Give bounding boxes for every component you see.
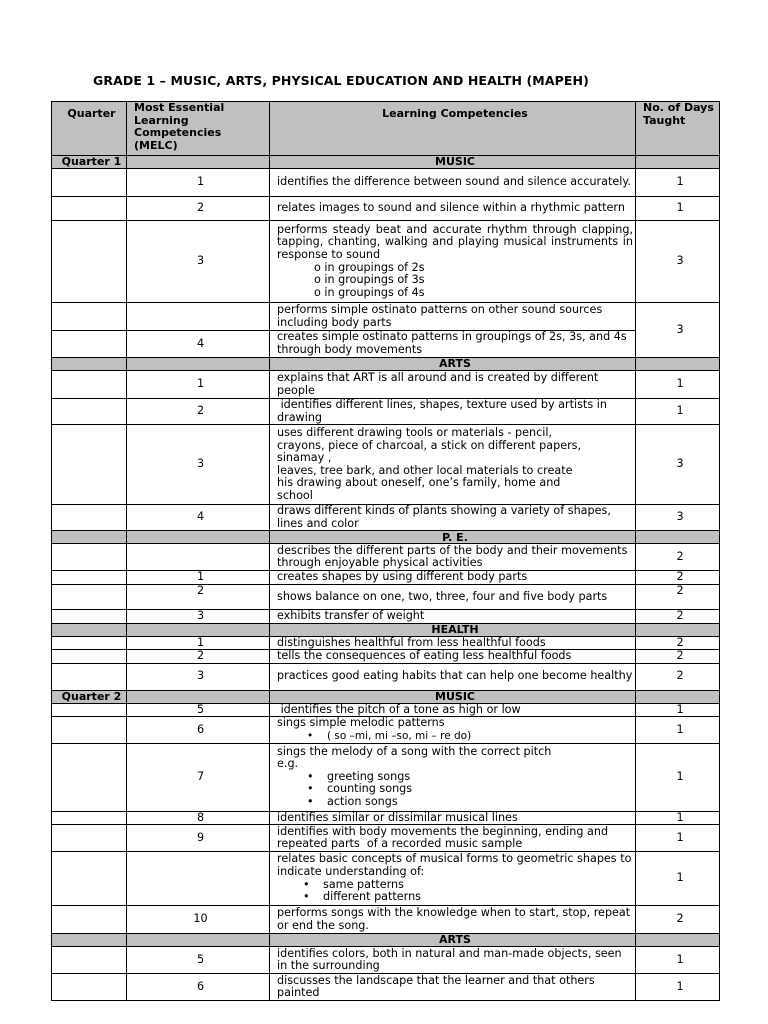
table-row — [52, 584, 720, 609]
section-row-health — [52, 623, 720, 636]
sub-item: • greeting songs — [327, 771, 555, 784]
table-row — [52, 571, 720, 585]
melc-number: 1 — [127, 371, 270, 399]
days-value: 3 — [636, 425, 720, 505]
section-row-arts-q2 — [52, 934, 720, 947]
competency-text: relates images to sound and silence within a rhythmic pattern — [270, 197, 636, 221]
header-melc: Most Essential Learning Competencies (MELC) — [127, 102, 270, 156]
section-label: ARTS — [270, 358, 636, 371]
competency-text — [270, 425, 636, 505]
competency-main: sings the melody of a song with the correct pitch e.g. — [277, 744, 552, 771]
competency-text: identifies different lines, shapes, texture used by artists in drawing — [270, 399, 636, 425]
days-value: 3 — [636, 221, 720, 303]
sub-item: • same patterns — [323, 879, 633, 892]
section-label: MUSIC — [270, 690, 636, 703]
table-row — [52, 425, 720, 505]
header-days: No. of Days Taught — [636, 102, 720, 156]
table-row — [52, 331, 720, 358]
days-value: 1 — [636, 169, 720, 197]
sub-list — [277, 771, 555, 809]
days-value: 1 — [636, 811, 720, 825]
competency-text: discusses the landscape that the learner and that others painted — [270, 974, 636, 1001]
melc-number: 3 — [127, 221, 270, 303]
table-row — [52, 169, 720, 197]
sub-list — [277, 730, 633, 743]
table-header-row — [52, 102, 720, 156]
competency-text: exhibits transfer of weight — [270, 609, 636, 623]
table-row — [52, 703, 720, 717]
section-row-pe — [52, 531, 720, 544]
days-value: 2 — [636, 663, 720, 690]
table-row — [52, 906, 720, 934]
melc-number: 7 — [127, 743, 270, 811]
table-row — [52, 303, 720, 331]
document-title: GRADE 1 – MUSIC, ARTS, PHYSICAL EDUCATION AND HEALTH (MAPEH) — [93, 73, 589, 88]
melc-number: 6 — [127, 974, 270, 1001]
melc-number: 3 — [127, 425, 270, 505]
days-value: 1 — [636, 743, 720, 811]
competency-text: shows balance on one, two, three, four and five body parts — [270, 584, 636, 609]
competency-main: sings simple melodic patterns — [277, 716, 445, 730]
days-value: 1 — [636, 974, 720, 1001]
competency-text: tells the consequences of eating less healthful foods — [270, 650, 636, 664]
days-value: 2 — [636, 544, 720, 571]
table-row — [52, 197, 720, 221]
table-row — [52, 221, 720, 303]
melc-number: 8 — [127, 811, 270, 825]
table-row — [52, 371, 720, 399]
competency-text: identifies the difference between sound and silence accurately. — [270, 169, 636, 197]
competency-text: draws different kinds of plants showing a variety of shapes, lines and color — [270, 505, 636, 531]
days-value: 2 — [636, 571, 720, 585]
section-row-music — [52, 156, 720, 169]
section-row-arts — [52, 358, 720, 371]
competency-main: uses different drawing tools or materials - pencil, crayons, piece of charcoal, a stick on different papers, sinamay , — [277, 425, 582, 465]
table-row — [52, 650, 720, 664]
melc-number: 10 — [127, 906, 270, 934]
days-value: 2 — [636, 636, 720, 650]
competency-text: identifies colors, both in natural and man-made objects, seen in the surrounding — [270, 947, 636, 974]
melc-number: 2 — [127, 399, 270, 425]
sub-item: • action songs — [327, 796, 555, 809]
melc-number: 4 — [127, 331, 270, 358]
section-row-music-q2 — [52, 690, 720, 703]
melc-number: 5 — [127, 703, 270, 717]
table-row — [52, 974, 720, 1001]
competency-text — [270, 743, 636, 811]
table-row — [52, 663, 720, 690]
melc-number: 9 — [127, 825, 270, 852]
table-row — [52, 743, 720, 811]
sub-item: • counting songs — [327, 783, 555, 796]
competency-text: describes the different parts of the body and their movements through enjoyable physical activities — [270, 544, 636, 571]
competency-text — [270, 852, 636, 906]
section-label: MUSIC — [270, 156, 636, 169]
melc-number: 3 — [127, 663, 270, 690]
days-value: 2 — [636, 584, 720, 609]
competency-text: performs simple ostinato patterns on other sound sources including body parts — [270, 303, 636, 331]
header-quarter: Quarter — [52, 102, 127, 156]
competency-main: relates basic concepts of musical forms to geometric shapes to indicate understanding of: — [277, 852, 632, 879]
melc-table — [51, 101, 720, 1001]
section-label: HEALTH — [270, 623, 636, 636]
competency-text: identifies with body movements the beginning, ending and repeated parts of a recorded music sample — [270, 825, 636, 852]
competency-text — [270, 221, 636, 303]
days-value: 1 — [636, 825, 720, 852]
melc-number: 1 — [127, 636, 270, 650]
days-value: 2 — [636, 906, 720, 934]
days-value: 1 — [636, 197, 720, 221]
competency-text: creates simple ostinato patterns in groupings of 2s, 3s, and 4s through body movements — [270, 331, 636, 358]
table-row — [52, 609, 720, 623]
table-row — [52, 811, 720, 825]
days-value: 1 — [636, 717, 720, 743]
header-competencies: Learning Competencies — [270, 102, 636, 156]
melc-number: 3 — [127, 609, 270, 623]
table-row — [52, 717, 720, 743]
quarter-label: Quarter 2 — [52, 690, 127, 703]
days-value: 2 — [636, 609, 720, 623]
days-value: 2 — [636, 650, 720, 664]
melc-number: 1 — [127, 169, 270, 197]
section-label: P. E. — [270, 531, 636, 544]
competency-text: identifies similar or dissimilar musical lines — [270, 811, 636, 825]
competency-text: practices good eating habits that can help one become healthy — [270, 663, 636, 690]
melc-number: 5 — [127, 947, 270, 974]
table-row — [52, 399, 720, 425]
table-row — [52, 852, 720, 906]
table-row — [52, 947, 720, 974]
sub-item: o in groupings of 4s — [314, 285, 425, 299]
melc-number: 1 — [127, 571, 270, 585]
sub-item: o in groupings of 3s — [314, 273, 425, 287]
days-value: 3 — [636, 303, 720, 358]
melc-number: 4 — [127, 505, 270, 531]
table-row — [52, 636, 720, 650]
competency-text: distinguishes healthful from less healthful foods — [270, 636, 636, 650]
sub-item: • different patterns — [323, 891, 633, 904]
days-value: 1 — [636, 371, 720, 399]
sub-item: • ( so –mi, mi –so, mi – re do) — [327, 730, 633, 743]
table-row — [52, 825, 720, 852]
table-row — [52, 505, 720, 531]
melc-number: 2 — [127, 650, 270, 664]
competency-text — [270, 717, 636, 743]
competency-text: performs songs with the knowledge when to start, stop, repeat or end the song. — [270, 906, 636, 934]
competency-main: performs steady beat and accurate rhythm through clapping, tapping, chanting, walking and playing musical instruments in response to sound — [277, 222, 633, 261]
sub-list — [277, 879, 633, 904]
days-value: 1 — [636, 852, 720, 906]
competency-text: identifies the pitch of a tone as high or low — [270, 703, 636, 717]
days-value: 1 — [636, 947, 720, 974]
melc-number: 2 — [127, 584, 270, 609]
competency-continued: leaves, tree bark, and other local materials to create his drawing about oneself, one’s family, home and school — [277, 463, 573, 502]
melc-number: 6 — [127, 717, 270, 743]
melc-number: 2 — [127, 197, 270, 221]
competency-text: explains that ART is all around and is created by different people — [270, 371, 636, 399]
competency-text: creates shapes by using different body parts — [270, 571, 636, 585]
section-label: ARTS — [270, 934, 636, 947]
quarter-label: Quarter 1 — [52, 156, 127, 169]
sub-item: o in groupings of 2s — [314, 260, 425, 274]
days-value: 1 — [636, 399, 720, 425]
table-row — [52, 544, 720, 571]
days-value: 1 — [636, 703, 720, 717]
days-value: 3 — [636, 505, 720, 531]
